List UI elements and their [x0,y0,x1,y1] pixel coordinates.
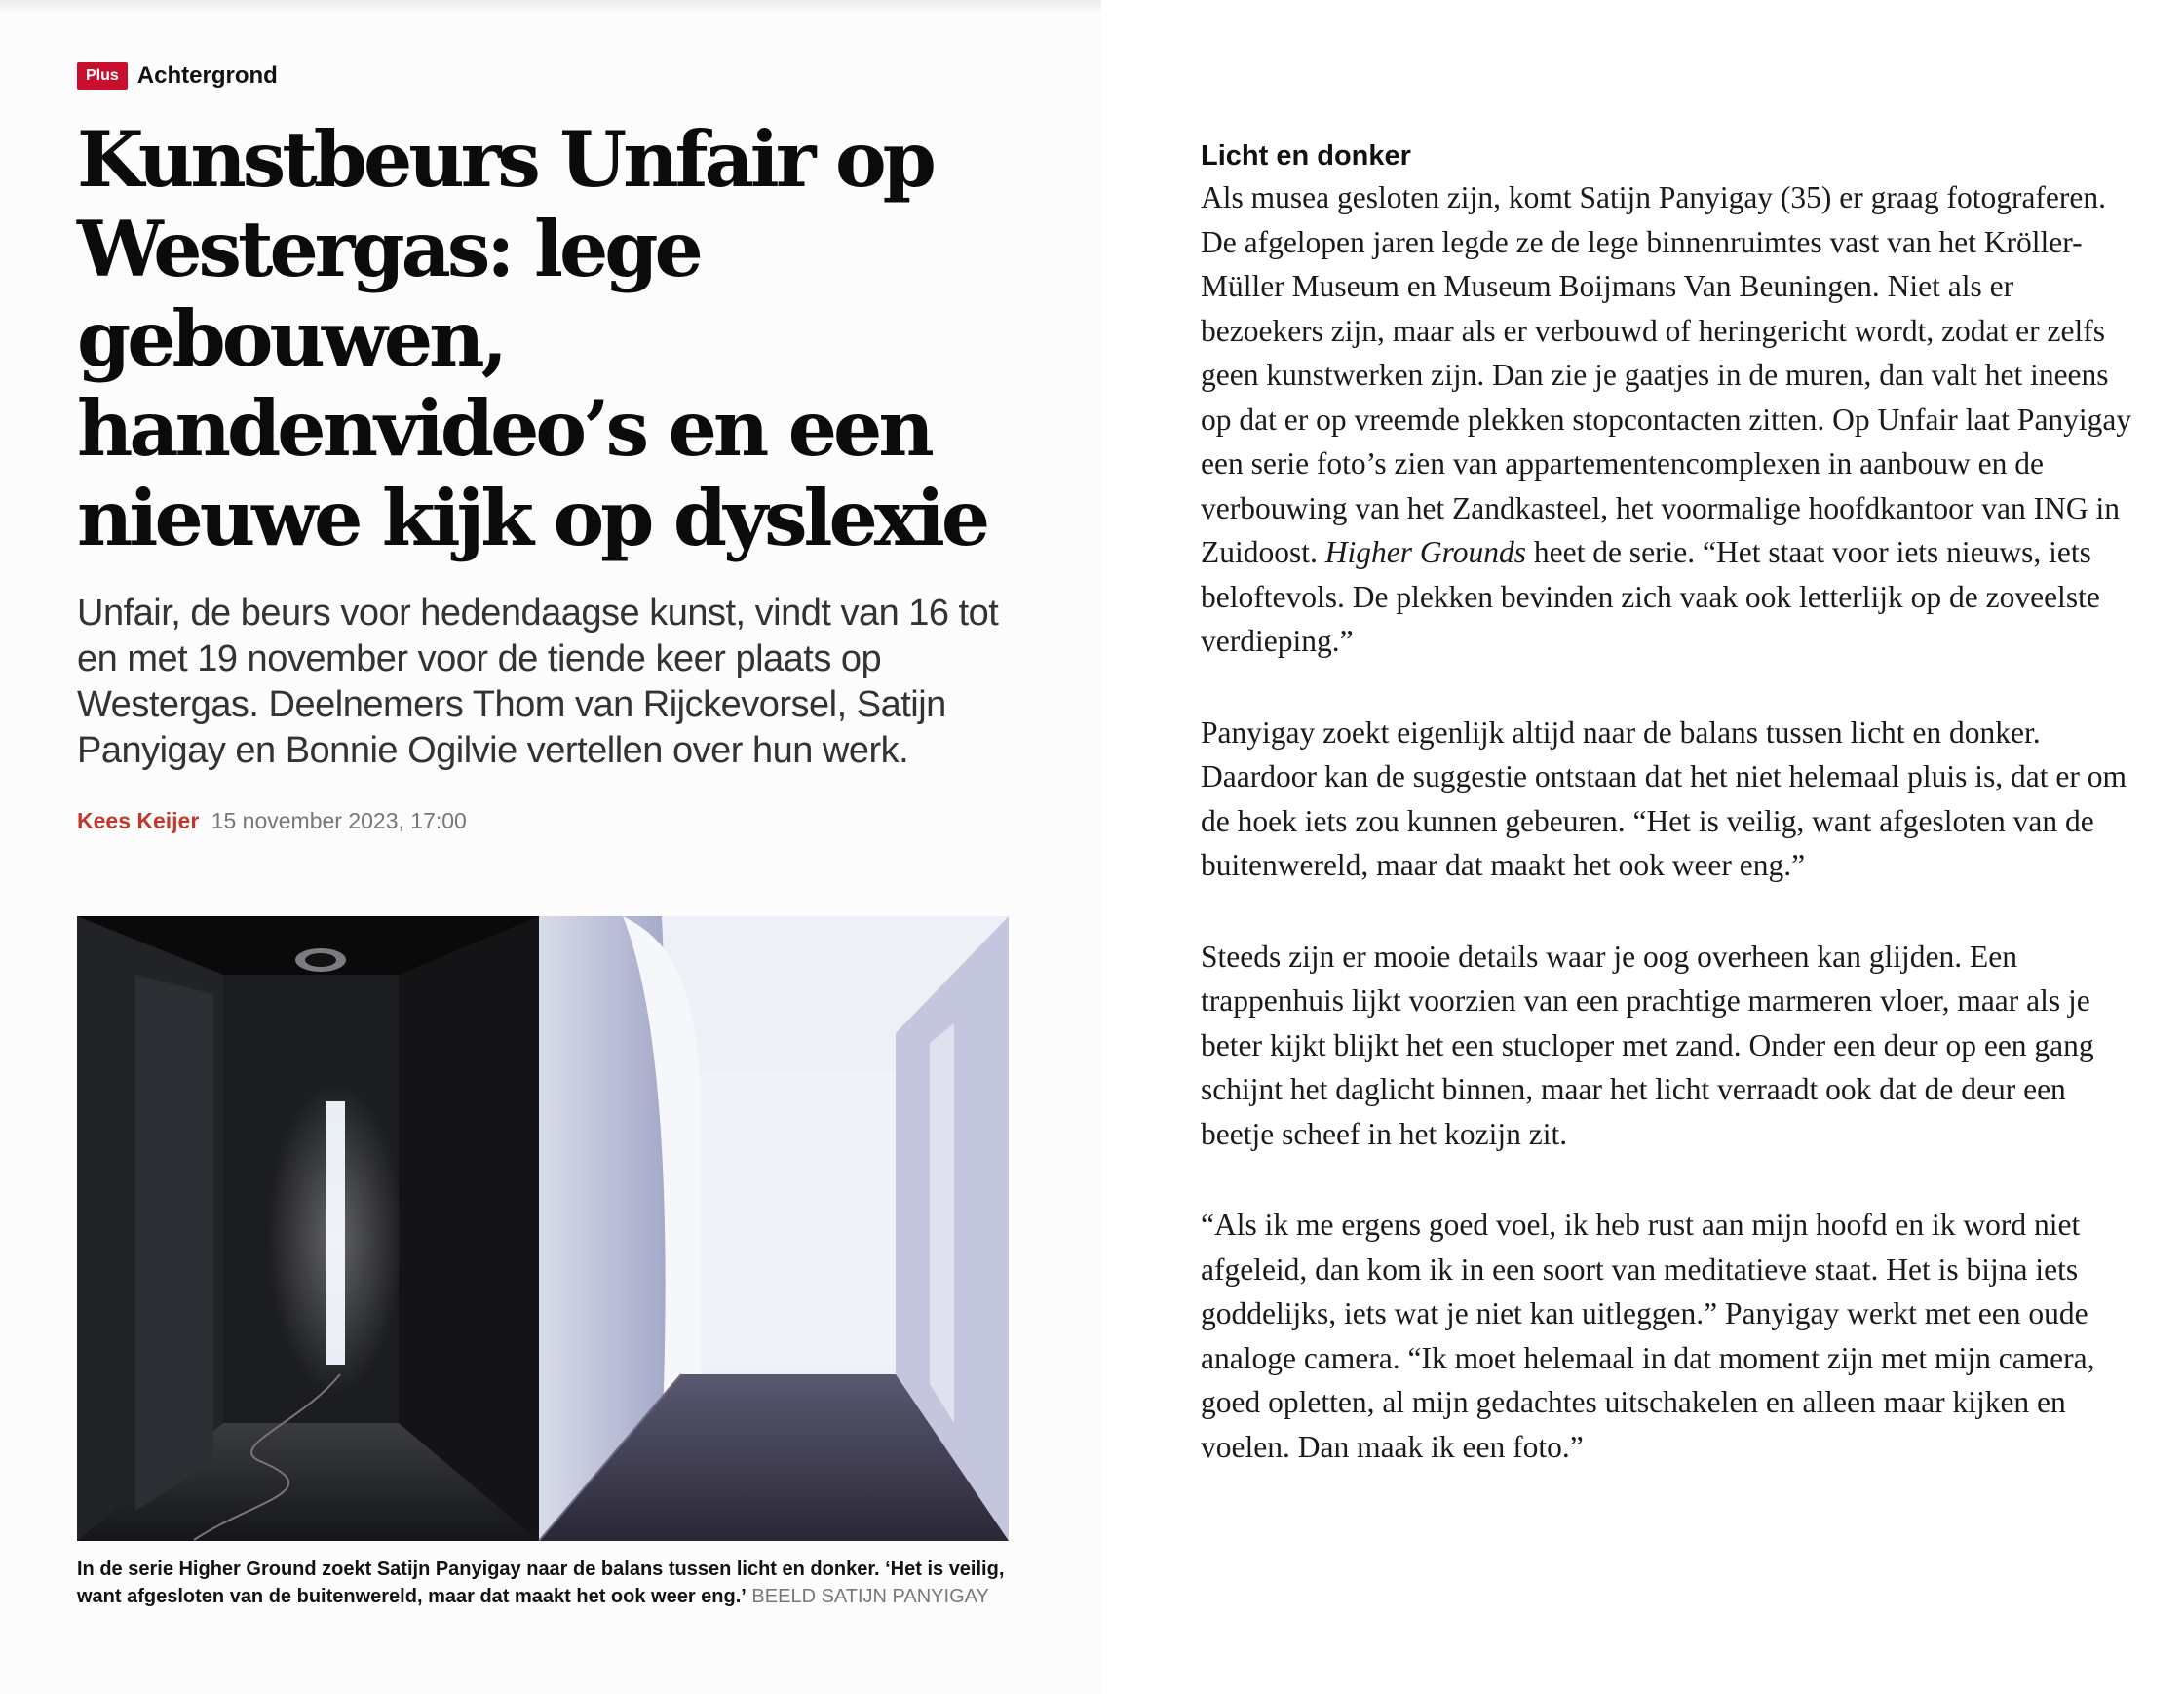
plus-badge: Plus [77,62,128,90]
paragraph-1 [1201,175,2136,664]
headline: Kunstbeurs Unfair op Westergas: lege gebouwen, handenvideo’s en een nieuwe kijk op dyslexie [77,114,987,563]
paragraph-4: “Als ik me ergens goed voel, ik heb rust aan mijn hoofd en ik word niet afgeleid, dan kom ik in een soort van meditatieve staat. Het is bijna iets goddelijks, iets wat je niet kan uitleggen.” Panyigay werkt met een oude analoge camera. “Ik moet helemaal in dat moment zijn met mijn camera, goed opletten, al mijn gedachtes uitschakelen en alleen maar kijken en voelen. Dan maak ik een foto.” [1201,1208,2095,1464]
white-hallway-photo [539,916,1009,1541]
intro-text: Unfair, de beurs voor hedendaagse kunst, vindt van 16 tot en met 19 november voor de tiende keer plaats op Westergas. Deelnemers Thom van Rijckevorsel, Satijn Panyigay en Bonnie Ogilvie vertellen over hun werk. [77,593,999,771]
category-label[interactable]: Achtergrond [136,62,278,89]
dark-corridor-photo [77,916,539,1541]
author-link[interactable]: Kees Keijer [77,808,200,833]
caption-text: In de serie Higher Ground zoekt Satijn Panyigay naar de balans tussen licht en donker. ‘Het is veilig, want afgesloten van de buitenwereld, maar dat maakt het ook weer eng.’ [77,1559,1005,1607]
series-title: Higher Grounds [1324,535,1526,569]
photo-diptych [77,916,1009,1541]
paragraph-1-text-end: heet de serie. “Het staat voor iets nieuws, iets beloftevols. De plekken bevinden zich vaak ook letterlijk op de zoveelste verdieping.” [1201,535,2100,658]
photo-caption [77,1556,1013,1610]
publish-date: 15 november 2023, 17:00 [211,808,467,833]
kicker [77,62,278,90]
section-heading: Licht en donker [1201,140,1411,172]
paragraph-1-text: Als musea gesloten zijn, komt Satijn Panyigay (35) er graag fotograferen. De afgelopen jaren legde ze de lege binnenruimtes vast van het Kröller-Müller Museum en Museum Boijmans Van Beuningen. Niet als er bezoekers zijn, maar als er verbouwd of heringericht wordt, zodat er zelfs geen kunstwerken zijn. Dan zie je gaatjes in de muren, dan valt het ineens op dat er op vreemde plekken stopcontacten zitten. Op Unfair laat Panyigay een serie foto’s zien van appartementencomplexen in aanbouw en de verbouwing van het Zandkasteel, het voormalige hoofdkantoor van ING in Zuidoost. [1201,180,2132,569]
paragraph-3: Steeds zijn er mooie details waar je oog overheen kan glijden. Een trappenhuis lijkt voorzien van een prachtige marmeren vloer, maar als je beter kijkt blijkt het een stucloper met zand. Onder een deur op een gang schijnt het daglicht binnen, maar het licht verraadt ook dat de deur een beetje scheef in het kozijn zit. [1201,939,2094,1151]
article-body-column [1201,136,2136,1516]
article-photo[interactable] [77,916,1009,1541]
paragraph-2: Panyigay zoekt eigenlijk altijd naar de balans tussen licht en donker. Daardoor kan de suggestie ontstaan dat het niet helemaal pluis is, dat er om de hoek iets zou kunnen gebeuren. “Het is veilig, want afgesloten van de buitenwereld, maar dat maakt het ook weer eng.” [1201,714,2127,882]
photo-credit: BEELD SATIJN PANYIGAY [751,1586,989,1607]
byline [77,808,467,834]
top-shadow [0,0,1101,14]
